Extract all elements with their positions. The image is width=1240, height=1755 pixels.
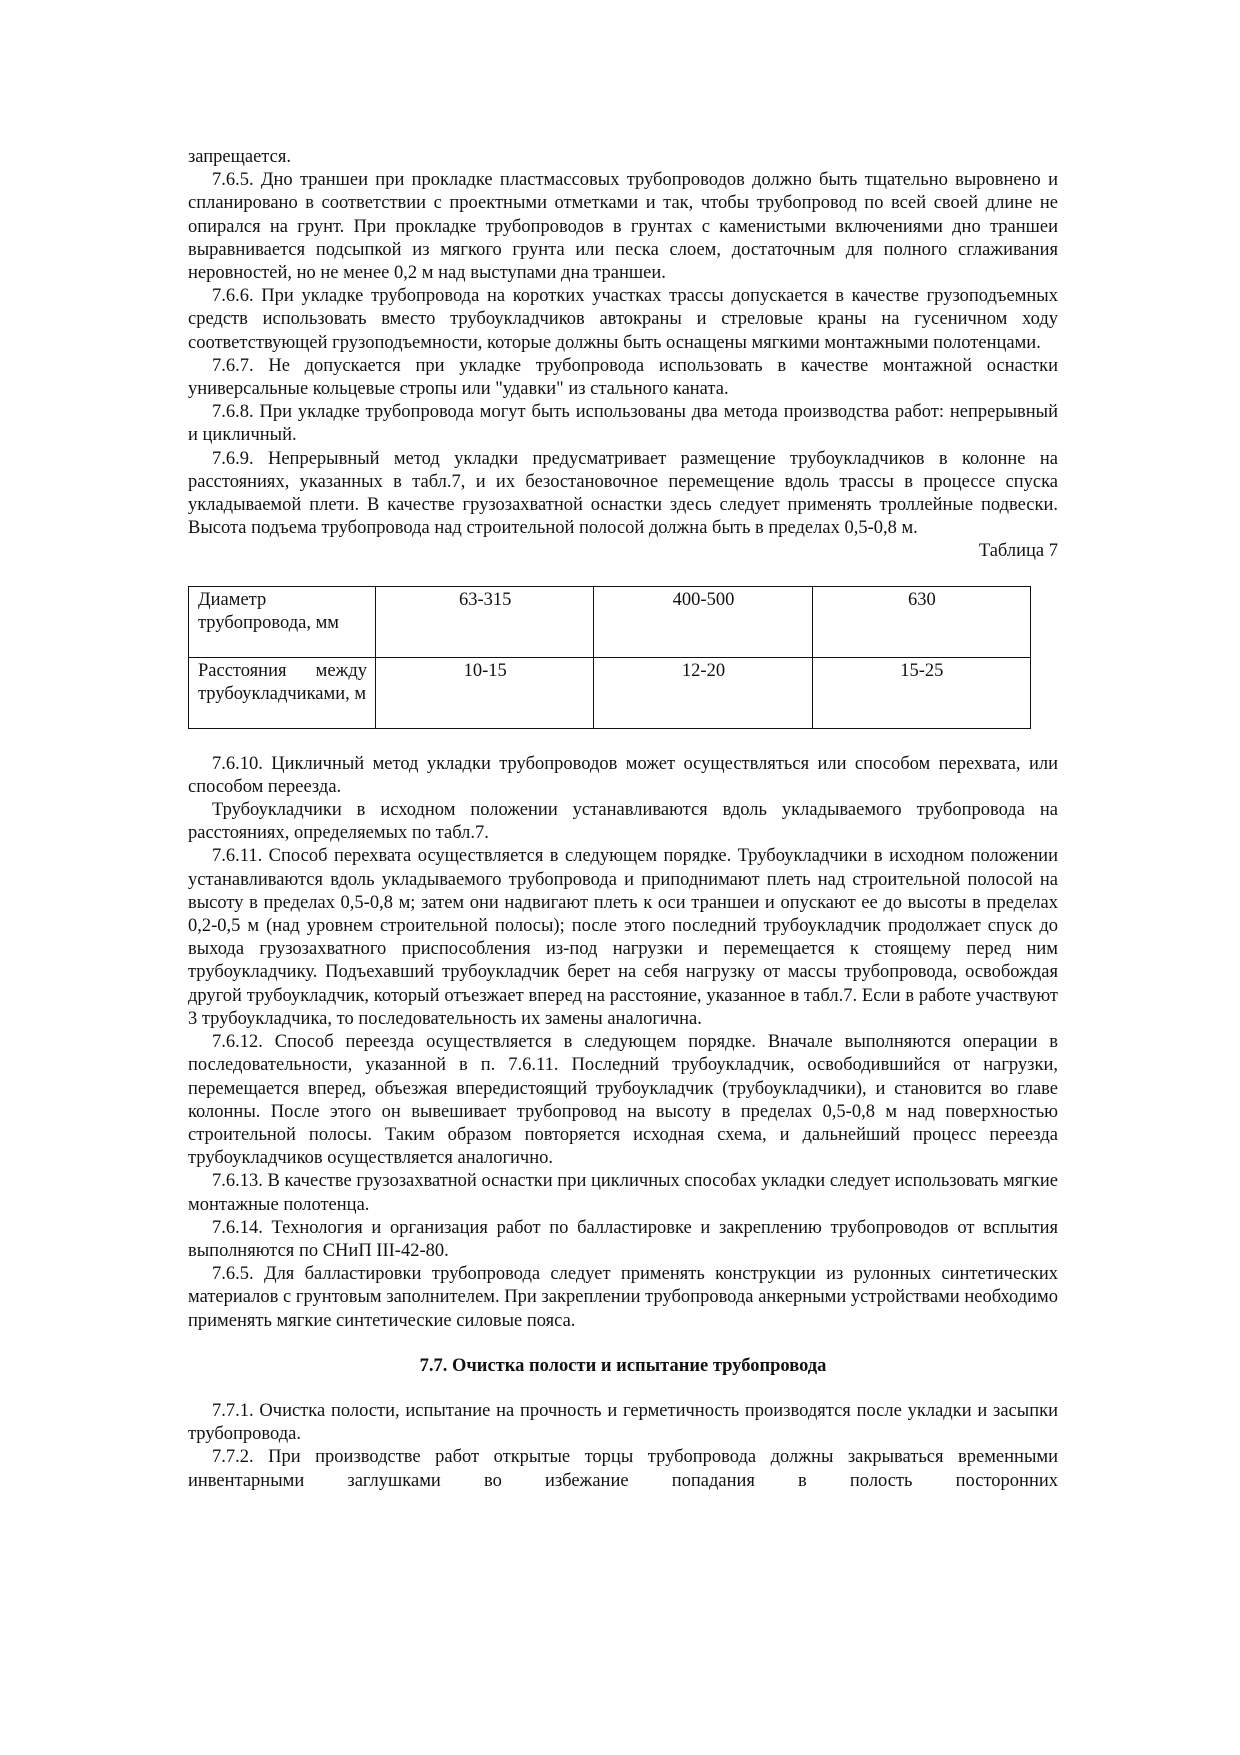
table-row [189,586,1031,657]
table-cell: 400-500 [594,586,812,657]
paragraph-7-6-10: 7.6.10. Цикличный метод укладки трубопроводов может осуществляться или способом перехвата, или способом переезда. [188,753,1058,797]
paragraph-7-6-14: 7.6.14. Технология и организация работ по балластировке и закреплению трубопроводов от всплытия выполняются по СНиП III-42-80. [188,1217,1058,1261]
paragraph-7-6-5: 7.6.5. Дно траншеи при прокладке пластмассовых трубопроводов должно быть тщательно выровнено и спланировано в соответствии с проектными отметками и так, чтобы трубопровод по всей своей длине не опирался на грунт. При прокладке трубопроводов в грунтах с каменистыми включениями дно траншеи выравнивается подсыпкой из мягкого грунта или песка слоем, достаточным для полного сглаживания неровностей, но не менее 0,2 м над выступами дна траншеи. [188,170,1058,284]
paragraph-7-6-8: 7.6.8. При укладке трубопровода могут быть использованы два метода производства работ: непрерывный и цикличный. [188,402,1058,446]
table-cell: 630 [812,586,1030,657]
paragraph-7-6-11: 7.6.11. Способ перехвата осуществляется в следующем порядке. Трубоукладчики в исходном положении устанавливаются вдоль укладываемого трубопровода и приподнимают плеть над строительной полосой на высоту в пределах 0,5-0,8 м; затем они надвигают плеть к оси траншеи и опускают ее до высоты в пределах 0,2-0,5 м (над уровнем строительной полосы); после этого последний трубоукладчик продолжает спуск до выхода грузозахватного приспособления из-под нагрузки и перемещается к стоящему перед ним трубоукладчику. Подъехавший трубоукладчик берет на себя нагрузку от массы трубопровода, освобождая другой трубоукладчик, который отъезжает вперед на расстояние, указанное в табл.7. Если в работе участвуют 3 трубоукладчика, то последовательность их замены аналогична. [188,846,1058,1029]
paragraph-7-7-2: 7.7.2. При производстве работ открытые торцы трубопровода должны закрываться временными инвентарными заглушками во избежание попадания в полость посторонних [188,1447,1058,1491]
table-row-label: Расстояния между трубоукладчиками, м [189,657,376,728]
table-caption: Таблица 7 [978,541,1058,562]
table-cell: 63-315 [376,586,594,657]
paragraph-7-7-1: 7.7.1. Очистка полости, испытание на прочность и герметичность производятся после укладки и засыпки трубопровода. [188,1400,1058,1445]
paragraph: запрещается. [188,147,291,167]
table-7 [188,586,1031,729]
table-cell: 15-25 [812,657,1030,728]
paragraph-7-6-7: 7.6.7. Не допускается при укладке трубопровода использовать в качестве монтажной оснастки универсальные кольцевые стропы или "удавки" из стального каната. [188,355,1058,400]
table-row-label: Диаметр трубопровода, мм [189,586,376,657]
paragraph-7-6-13: 7.6.13. В качестве грузозахватной оснастки при цикличных способах укладки следует использовать мягкие монтажные полотенца. [188,1171,1058,1215]
paragraph-7-6-5-ballast: 7.6.5. Для балластировки трубопровода следует применять конструкции из рулонных синтетических материалов с грунтовым заполнителем. При закреплении трубопровода анкерными устройствами необходимо применять мягкие синтетические силовые пояса. [188,1264,1058,1331]
document-page [188,146,1058,1493]
table-cell: 10-15 [376,657,594,728]
section-heading: 7.7. Очистка полости и испытание трубопровода [419,1355,827,1376]
paragraph-7-6-12: 7.6.12. Способ переезда осуществляется в следующем порядке. Вначале выполняются операции в последовательности, указанной в п. 7.6.11. Последний трубоукладчик, освободившийся от нагрузки, перемещается вперед, объезжая впередистоящий трубоукладчик (трубоукладчики), и становится во главе колонны. После этого он вывешивает трубопровод на высоту в пределах 0,5-0,8 м над поверхностью строительной полосы. Таким образом повторяется исходная схема, и дальнейший процесс переезда трубоукладчиков осуществляется аналогично. [188,1032,1058,1169]
table-row [189,657,1031,728]
paragraph-7-6-6: 7.6.6. При укладке трубопровода на коротких участках трассы допускается в качестве грузоподъемных средств использовать вместо трубоукладчиков автокраны и стреловые краны на гусеничном ходу соответствующей грузоподъемности, которые должны быть оснащены мягкими монтажными полотенцами. [188,286,1058,353]
table-cell: 12-20 [594,657,812,728]
paragraph: Трубоукладчики в исходном положении устанавливаются вдоль укладываемого трубопровода на расстояниях, определяемых по табл.7. [188,800,1058,844]
paragraph-7-6-9: 7.6.9. Непрерывный метод укладки предусматривает размещение трубоукладчиков в колонне на расстояниях, указанных в табл.7, и их безостановочное перемещение вдоль трассы в процессе спуска укладываемой плети. В качестве грузозахватной оснастки здесь следует применять троллейные подвески. Высота подъема трубопровода над строительной полосой должна быть в пределах 0,5-0,8 м. [188,448,1058,539]
